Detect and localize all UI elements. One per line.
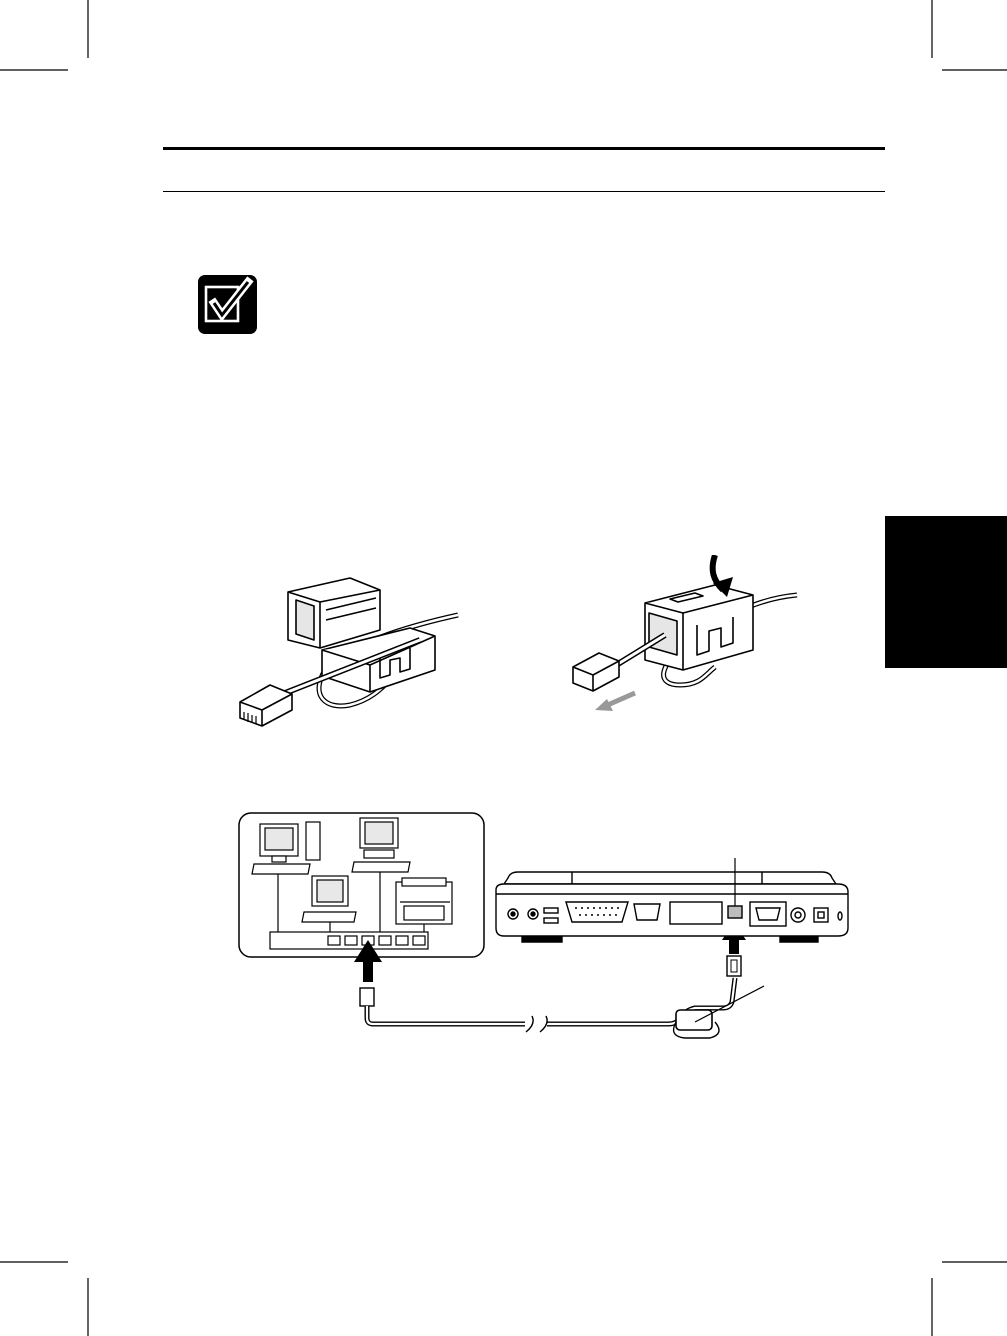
ferrite-core-open-illustration: [230, 570, 470, 730]
ferrite-core-closed-illustration: [565, 555, 805, 715]
checkmark-note-icon: [198, 275, 258, 335]
notebook-rear-panel-illustration: [492, 858, 852, 958]
side-tab: [885, 516, 1007, 668]
body-text: [280, 280, 880, 480]
header-rule-thin: [163, 191, 885, 192]
header-rule-thick: [163, 147, 885, 150]
page-heading: [165, 158, 865, 186]
